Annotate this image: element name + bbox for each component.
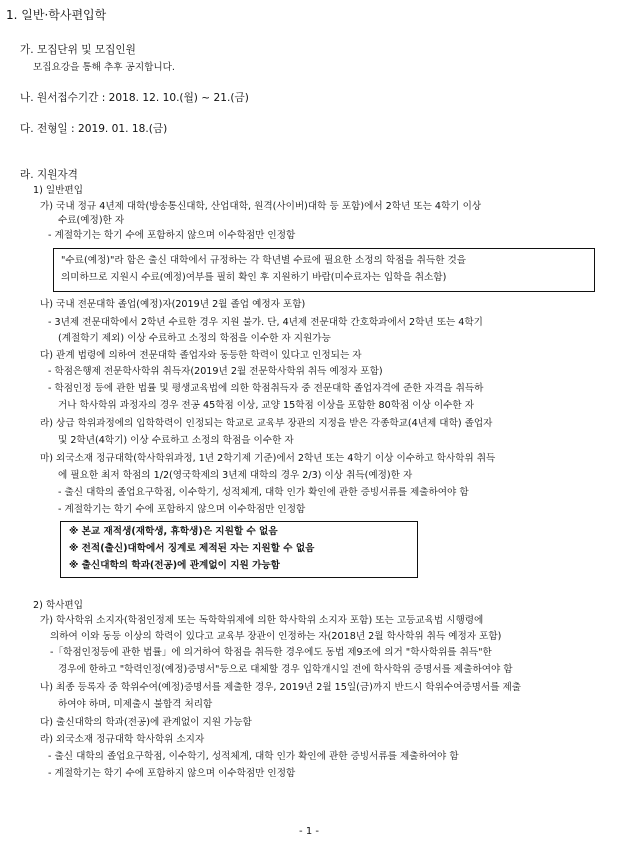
general-item-da-note3: 거나 학사학위 과정자의 경우 전공 45학점 이상, 교양 15학점 이상을 포함한 80학점 이상 이수한 자 (58, 400, 474, 411)
subsection-b-heading: 나. 원서접수기간 : 2018. 12. 10.(월) ~ 21.(금) (20, 92, 249, 104)
bachelor-item-ra-note2: - 계절학기는 학기 수에 포함하지 않으며 이수학점만 인정함 (48, 768, 296, 779)
general-item-na-note1: - 3년제 전문대학에서 2학년 수료한 경우 지원 불가. 단, 4년제 전문대학 간호학과에서 2학년 또는 4학기 (48, 317, 483, 328)
notice-box-completion (53, 248, 595, 292)
general-item-da-note1: - 학점은행제 전문학사학위 취득자(2019년 2월 전문학사학위 취득 예정자 포함) (48, 366, 383, 377)
general-item-ga-line2: 수료(예정)한 자 (58, 215, 125, 226)
bachelor-item-na-line1: 나) 최종 등록자 중 학위수여(예정)증명서를 제출한 경우, 2019년 2월 15일(금)까지 반드시 학위수여증명서를 제출 (40, 682, 522, 693)
bachelor-item-ga-line1: 가) 학사학위 소지자(학점인정제 또는 독학학위제에 의한 학사학위 소지자 포함) 또는 고등교육법 시행령에 (40, 615, 484, 626)
general-item-ra-line1: 라) 상급 학위과정에의 입학학력이 인정되는 학교로 교육부 장관의 지정을 받은 각종학교(4년제 대학) 졸업자 (40, 418, 493, 429)
general-item-ma-note1: - 출신 대학의 졸업요구학점, 이수학기, 성적체계, 대학 인가 확인에 관한 증빙서류를 제출하여야 함 (58, 487, 469, 498)
section-title: 1. 일반·학사편입학 (6, 8, 107, 22)
general-item-ma-line2: 에 필요한 최저 학점의 1/2(영국학제의 3년제 대학의 경우 2/3) 이상 취득(예정)한 자 (58, 470, 413, 481)
general-item-da-note2: - 학점인정 등에 관한 법률 및 평생교육법에 의한 학점취득자 중 전문대학 졸업자격에 준한 자격을 취득하 (48, 383, 484, 394)
bachelor-item-ga-note2: 경우에 한하고 "학력인정(예정)증명서"등으로 대체할 경우 입학개시일 전에 학사학위 증명서를 제출하여야 함 (58, 664, 513, 675)
qualifications-heading: 라. 지원자격 (20, 169, 78, 181)
bachelor-transfer-heading: 2) 학사편입 (33, 600, 83, 611)
bachelor-item-ga-note1: -「학점인정등에 관한 법률」에 의거하여 학점을 취득한 경우에도 동법 제9조에 의거 "학사학위를 취득"한 (50, 647, 492, 658)
general-item-ga-line1: 가) 국내 정규 4년제 대학(방송통신대학, 산업대학, 원격(사이버)대학 등 포함)에서 2학년 또는 4학기 이상 (40, 201, 482, 212)
subsection-a-body: 모집요강을 통해 추후 공지합니다. (33, 62, 175, 73)
page-number: - 1 - (299, 826, 319, 837)
general-item-ma-line1: 마) 외국소재 정규대학(학사학위과정, 1년 2학기제 기준)에서 2학년 또는 4학기 이상 이수하고 학사학위 취득 (40, 453, 496, 464)
general-item-na-note2: (계절학기 제외) 이상 수료하고 소정의 학점을 이수한 자 지원가능 (58, 333, 331, 344)
general-item-da: 다) 관계 법령에 의하여 전문대학 졸업자와 동등한 학력이 있다고 인정되는 자 (40, 350, 362, 361)
general-item-na: 나) 국내 전문대학 졸업(예정)자(2019년 2월 졸업 예정자 포함) (40, 299, 306, 310)
notice-box-line: 의미하므로 지원시 수료(예정)여부를 필히 확인 후 지원하기 바람(미수료자는 입학을 취소함) (61, 272, 447, 283)
notice-box-restrictions (60, 521, 418, 578)
bachelor-item-ra-note1: - 출신 대학의 졸업요구학점, 이수학기, 성적체계, 대학 인가 확인에 관한 증빙서류를 제출하여야 함 (48, 751, 459, 762)
bachelor-item-ra: 라) 외국소재 정규대학 학사학위 소지자 (40, 734, 205, 745)
general-item-ga-note: - 계절학기는 학기 수에 포함하지 않으며 이수학점만 인정함 (48, 230, 296, 241)
subsection-c-heading: 다. 전형일 : 2019. 01. 18.(금) (20, 123, 168, 135)
notice-box-line: "수료(예정)"라 함은 출신 대학에서 규정하는 각 학년별 수료에 필요한 소정의 학점을 취득한 것을 (61, 255, 467, 266)
notice-box-line: ※ 출신대학의 학과(전공)에 관계없이 지원 가능함 (69, 560, 280, 571)
general-item-ma-note2: - 계절학기는 학기 수에 포함하지 않으며 이수학점만 인정함 (58, 504, 306, 515)
notice-box-line: ※ 전적(출신)대학에서 징계로 제적된 자는 지원할 수 없음 (69, 543, 315, 554)
bachelor-item-na-line2: 하여야 하며, 미제출시 불합격 처리함 (58, 699, 213, 710)
general-transfer-heading: 1) 일반편입 (33, 185, 83, 196)
bachelor-item-da: 다) 출신대학의 학과(전공)에 관계없이 지원 가능함 (40, 717, 252, 728)
bachelor-item-ga-line2: 의하여 이와 동등 이상의 학력이 있다고 교육부 장관이 인정하는 자(2018년 2월 학사학위 취득 예정자 포함) (50, 631, 502, 642)
general-item-ra-line2: 및 2학년(4학기) 이상 수료하고 소정의 학점을 이수한 자 (58, 435, 294, 446)
notice-box-line: ※ 본교 재적생(재학생, 휴학생)은 지원할 수 없음 (69, 526, 278, 537)
subsection-a-heading: 가. 모집단위 및 모집인원 (20, 44, 136, 56)
